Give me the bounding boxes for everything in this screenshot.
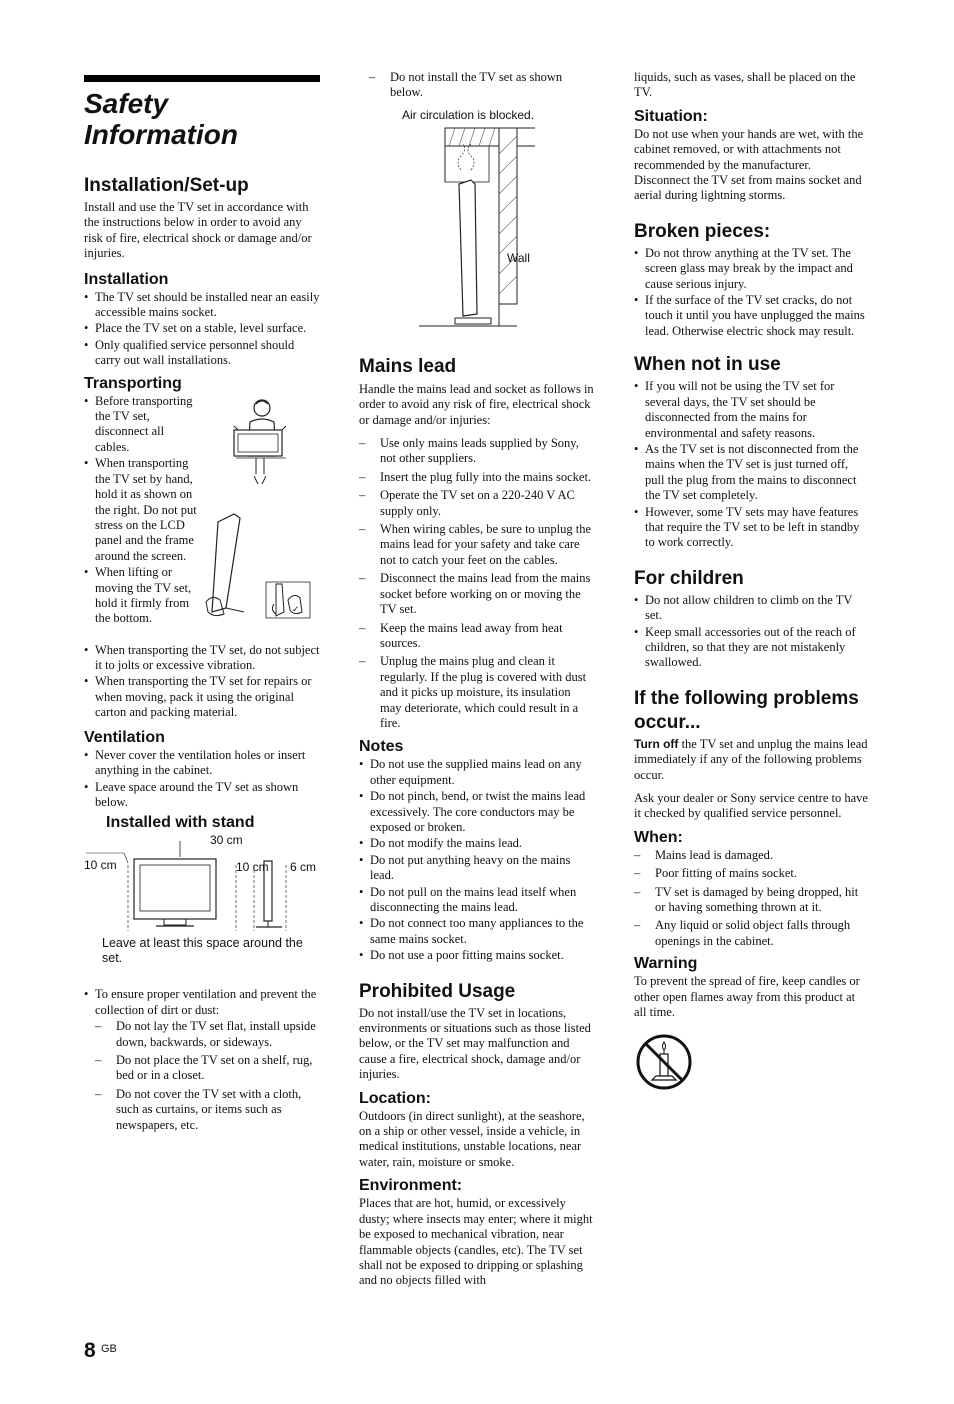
installation-intro: Install and use the TV set in accordance with the instructions below in order to avoid any risk of fire, electrical shock or damage and/or injuries. [84,200,312,261]
when-list [634,848,870,949]
list-item: • The TV set should be installed near an easily accessible mains socket. [84,290,320,321]
ventilation-list [84,748,320,811]
list-item: – Poor fitting of mains socket. [634,866,870,881]
list-item: – Any liquid or solid object falls through openings in the cabinet. [634,918,870,949]
notes-list [359,757,595,963]
no-candle-icon [634,1032,694,1092]
when-not-in-use-heading: When not in use [634,354,781,376]
environment-continued: liquids, such as vases, shall be placed on the TV. [634,70,856,100]
list-item: – Use only mains leads supplied by Sony, not other suppliers. [359,436,595,467]
mains-lead-heading: Mains lead [359,355,457,377]
installation-list [84,290,320,369]
list-item: • However, some TV sets may have features that require the TV set to be left in standby to work correctly. [634,505,870,551]
problems-text-1: Turn off the TV set and unplug the mains lead immediately if any of the following problems occur. [634,736,868,782]
svg-text:✓: ✓ [292,603,300,614]
broken-list [634,246,870,339]
list-item: • As the TV set is not disconnected from the mains when the TV set is just turned off, pull the plug from the mains to disconnect the TV set completely. [634,442,870,504]
location-text: Outdoors (in direct sunlight), at the seashore, on a ship or other vessel, inside a vehicle, in medical institutions, unstable locations, near water, rain, moisture or smoke. [359,1108,585,1169]
title-bar [84,75,320,82]
list-item: • Only qualified service personnel should carry out wall installations. [84,338,320,369]
list-item: • If you will not be using the TV set for several days, the TV set should be disconnected from the mains for environmental and safety reasons. [634,379,870,441]
list-item: • Do not throw anything at the TV set. The screen glass may break by the impact and cause serious injury. [634,246,870,292]
dust-sublist [95,1019,320,1133]
mains-lead-list [359,436,595,731]
prohibited-usage-heading: Prohibited Usage [359,980,516,1002]
broken-pieces-heading: Broken pieces: [634,220,771,242]
notes-heading: Notes [359,738,404,756]
transporting-block [84,394,320,646]
warning-heading: Warning [634,955,698,973]
list-item: • Do not pull on the mains lead itself when disconnecting the mains lead. [359,885,595,916]
list-item: • When transporting the TV set, do not subject it to jolts or excessive vibration. [84,643,320,674]
list-item: • If the surface of the TV set cracks, do not touch it until you have unplugged the mains lead. Otherwise electric shock may result. [634,293,870,339]
situation-text: Do not use when your hands are wet, with the cabinet removed, or with attachments not recommended by the manufacturer. Disconnect the TV set from mains socket and aerial during lightning storms. [634,126,864,203]
list-item: – Disconnect the mains lead from the mains socket before working on or moving the TV set. [359,571,595,617]
list-item: • When transporting the TV set by hand, hold it as shown on the right. Do not put stress on the LCD panel and the frame around the screen. [84,456,200,564]
list-item: – Do not place the TV set on a shelf, rug, bed or in a closet. [95,1053,320,1084]
mains-lead-intro: Handle the mains lead and socket as follows in order to avoid any risk of fire, electrical shock or damage and/or injuries: [359,381,594,427]
list-item: • Do not connect too many appliances to the same mains socket. [359,916,595,947]
not-in-use-list [634,379,870,550]
list-item: • Do not modify the mains lead. [359,836,595,851]
spacing-left-label: 10 cm [84,858,117,873]
list-item: – Mains lead is damaged. [634,848,870,863]
installation-setup-heading: Installation/Set-up [84,175,249,196]
list-item: • Leave space around the TV set as shown below. [84,780,320,811]
list-item: • Do not put anything heavy on the mains lead. [359,853,595,884]
blocked-air-figure [359,104,595,338]
children-list [634,593,870,671]
column-3 [634,70,870,1092]
list-item: – When wiring cables, be sure to unplug the mains lead for your safety and take care not to catch your feet on the cables. [359,522,595,568]
list-item: – Insert the plug fully into the mains socket. [359,470,595,485]
list-item: – Do not install the TV set as shown below. [369,70,595,101]
list-item: – Unplug the mains plug and clean it regularly. If the plug is covered with dust and it picks up moisture, its insulation may deteriorate, which could result in a fire. [359,654,595,731]
list-item: – Do not lay the TV set flat, install upside down, backwards, or sideways. [95,1019,320,1050]
problems-heading: If the following problems occur... [634,687,859,733]
stand-spacing-figure [84,833,320,987]
column-1 [84,174,320,1136]
list-item: • Do not pinch, bend, or twist the mains lead excessively. The core conductors may be exposed or broken. [359,789,595,835]
list-item: • Keep small accessories out of the reach of children, so that they are not mistakenly swallowed. [634,625,870,671]
installation-heading: Installation [84,270,169,288]
installed-with-stand-heading: Installed with stand [106,814,255,832]
problems-text-2: Ask your dealer or Sony service centre to have it checked by qualified service personnel. [634,791,868,821]
list-item: – Keep the mains lead away from heat sources. [359,621,595,652]
transporting-list-wide [84,643,320,721]
list-item: – Operate the TV set on a 220-240 V AC supply only. [359,488,595,519]
spacing-side-label: 6 cm [290,860,317,875]
location-heading: Location: [359,1089,431,1107]
for-children-heading: For children [634,567,744,589]
list-item: • Do not use a poor fitting mains socket. [359,948,595,963]
person-carrying-tv-illustration [230,396,290,488]
tv-held-bottom-illustration [204,512,316,620]
spacing-right-label: 10 cm [236,860,269,875]
page-number: 8 [84,1339,96,1362]
list-item: • When lifting or moving the TV set, hold it firmly from the bottom. [84,565,200,627]
transporting-list-narrow [84,394,200,628]
environment-heading: Environment: [359,1177,463,1195]
list-item: • Place the TV set on a stable, level surface. [84,321,320,336]
dust-list [84,987,320,1133]
environment-text: Places that are hot, humid, or excessively dusty; where insects may enter; where it might be exposed to mechanical vibration, near flammable objects (candles, etc). The TV set shall not be exposed to dripping or splashing and no objects filled with [359,1196,593,1288]
situation-heading: Situation: [634,107,708,125]
warning-text: To prevent the spread of fire, keep candles or other open flames away from this product at all time. [634,974,860,1020]
page-suffix: GB [101,1343,117,1355]
page-title: Safety Information [84,88,238,150]
list-item: • Before transporting the TV set, disconnect all cables. [84,394,200,456]
list-item: • To ensure proper ventilation and prevent the collection of dirt or dust: – Do not lay the TV set flat, install upside down, backwards, or sideways. – Do not place the TV set on a shelf, rug, bed or in a closet. – Do not cover the TV set with a cloth, such as curtains, or items such as newspapers, etc. [84,987,320,1133]
ventilation-heading: Ventilation [84,728,165,746]
prohibited-intro: Do not install/use the TV set in locations, environments or situations such as those listed below, or the TV set may malfunction and cause a fire, electrical shock, damage and/or injuries. [359,1005,591,1082]
wall-label: Wall [507,250,530,265]
transporting-heading: Transporting [84,374,182,392]
column-2 [359,70,595,1295]
install-dash-list [369,70,595,101]
list-item: • Do not allow children to climb on the TV set. [634,593,870,624]
list-item: – Do not cover the TV set with a cloth, such as curtains, or items such as newspapers, etc. [95,1087,320,1133]
when-heading: When: [634,828,683,846]
list-item: • Do not use the supplied mains lead on any other equipment. [359,757,595,788]
spacing-caption: Leave at least this space around the set. [102,936,303,966]
spacing-top-label: 30 cm [210,833,243,848]
list-item: • When transporting the TV set for repairs or when moving, pack it using the original carton and packing material. [84,674,320,720]
list-item: • Never cover the ventilation holes or insert anything in the cabinet. [84,748,320,779]
air-blocked-label: Air circulation is blocked. [402,107,535,122]
turn-off-label: Turn off [634,736,679,751]
list-item: – TV set is damaged by being dropped, hit or having something thrown at it. [634,885,870,916]
